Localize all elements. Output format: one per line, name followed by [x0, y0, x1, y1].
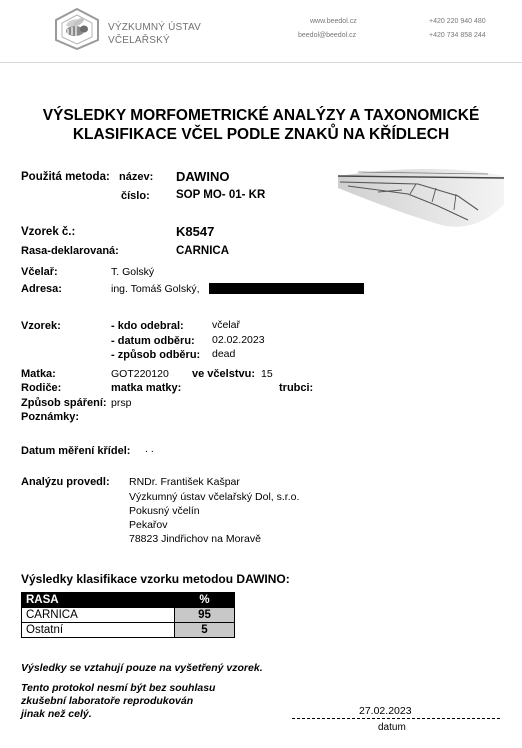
analyst-line: Pokusný včelín: [129, 505, 200, 517]
collection-label: Vzorek:: [21, 320, 61, 332]
measurement-date-label: Datum měření křídel:: [21, 445, 131, 457]
results-heading: Výsledky klasifikace vzorku metodou DAWINO:: [21, 572, 290, 586]
queen-mother-label: matka matky:: [111, 382, 182, 394]
race-cell: Ostatní: [22, 623, 175, 638]
table-row: [22, 608, 235, 623]
analyst-line: 78823 Jindřichov na Moravě: [129, 533, 261, 545]
race-column-header: RASA: [22, 593, 175, 608]
mating-value: prsp: [111, 397, 132, 409]
address-value: ing. Tomáš Golský,: [111, 283, 200, 295]
measurement-date-value: . .: [145, 443, 154, 455]
results-header-row: [22, 593, 235, 608]
percent-cell: 5: [175, 623, 235, 638]
results-scope-note: Výsledky se vztahují pouze na vyšetřený vzorek.: [21, 662, 263, 674]
method-name-label: název:: [119, 171, 154, 183]
address-label: Adresa:: [21, 283, 62, 295]
table-row: [22, 623, 235, 638]
method-number-value: SOP MO- 01- KR: [176, 189, 266, 201]
results-table: [21, 592, 235, 638]
report-title-line2: KLASIFIKACE VČEL PODLE ZNAKŮ NA KŘÍDLECH: [72, 126, 450, 143]
sample-label: Vzorek č.:: [21, 226, 76, 238]
method-name-value: DAWINO: [176, 169, 230, 184]
collected-by-label: - kdo odebral:: [111, 320, 184, 332]
header-divider: [0, 62, 522, 63]
notes-label: Poznámky:: [21, 411, 80, 423]
collection-date-label: - datum odběru:: [111, 335, 195, 347]
phone-1: +420 220 940 480: [429, 18, 486, 25]
collection-method-label: - způsob odběru:: [111, 349, 201, 361]
collected-by-value: včelař: [212, 319, 241, 331]
collection-date-value: 02.02.2023: [212, 334, 265, 346]
method-number-label: číslo:: [121, 190, 150, 202]
analyst-line: Pekařov: [129, 519, 168, 531]
bee-wing-image: [338, 162, 504, 232]
colony-label: ve včelstvu:: [192, 368, 255, 380]
collection-method-value: dead: [212, 348, 236, 360]
beekeeper-value: T. Golský: [111, 266, 155, 278]
reproduction-note-line2: zkušební laboratoře reprodukován: [21, 695, 194, 707]
redaction-bar: [209, 283, 364, 294]
org-name-line2: VČELAŘSKÝ: [108, 35, 170, 46]
parents-label: Rodiče:: [21, 382, 62, 394]
analyst-line: RNDr. František Kašpar: [129, 476, 240, 488]
reproduction-note-line1: Tento protokol nesmí být bez souhlasu: [21, 682, 216, 694]
email-link[interactable]: beedol@beedol.cz: [298, 32, 357, 39]
mating-label: Způsob spáření:: [21, 397, 107, 409]
race-cell: CARNICA: [22, 608, 175, 623]
race-value: CARNICA: [176, 245, 230, 257]
drones-label: trubci:: [279, 382, 314, 394]
queen-value: GOT220120: [111, 368, 169, 380]
report-title-line1: VÝSLEDKY MORFOMETRICKÉ ANALÝZY A TAXONOMICKÉ: [42, 107, 480, 124]
race-label: Rasa-deklarovaná:: [21, 245, 119, 257]
beekeeper-label: Včelař:: [21, 266, 58, 278]
analyst-line: Výzkumný ústav včelařský Dol, s.r.o.: [129, 491, 300, 503]
signature-line: [292, 718, 500, 719]
phone-2: +420 734 858 244: [429, 32, 486, 39]
sample-value: K8547: [176, 224, 215, 239]
report-date: 27.02.2023: [359, 705, 412, 717]
percent-cell: 95: [175, 608, 235, 623]
method-label: Použitá metoda:: [21, 171, 110, 183]
colony-value: 15: [261, 368, 273, 380]
org-name-line1: VÝZKUMNÝ ÚSTAV: [108, 22, 201, 33]
analyst-label: Analýzu provedl:: [21, 476, 110, 488]
bee-logo: [53, 8, 101, 50]
reproduction-note-line3: jinak než celý.: [21, 708, 92, 720]
web-link[interactable]: www.beedol.cz: [310, 18, 357, 25]
queen-label: Matka:: [21, 368, 56, 380]
percent-column-header: %: [175, 593, 235, 608]
date-caption: datum: [378, 722, 406, 733]
